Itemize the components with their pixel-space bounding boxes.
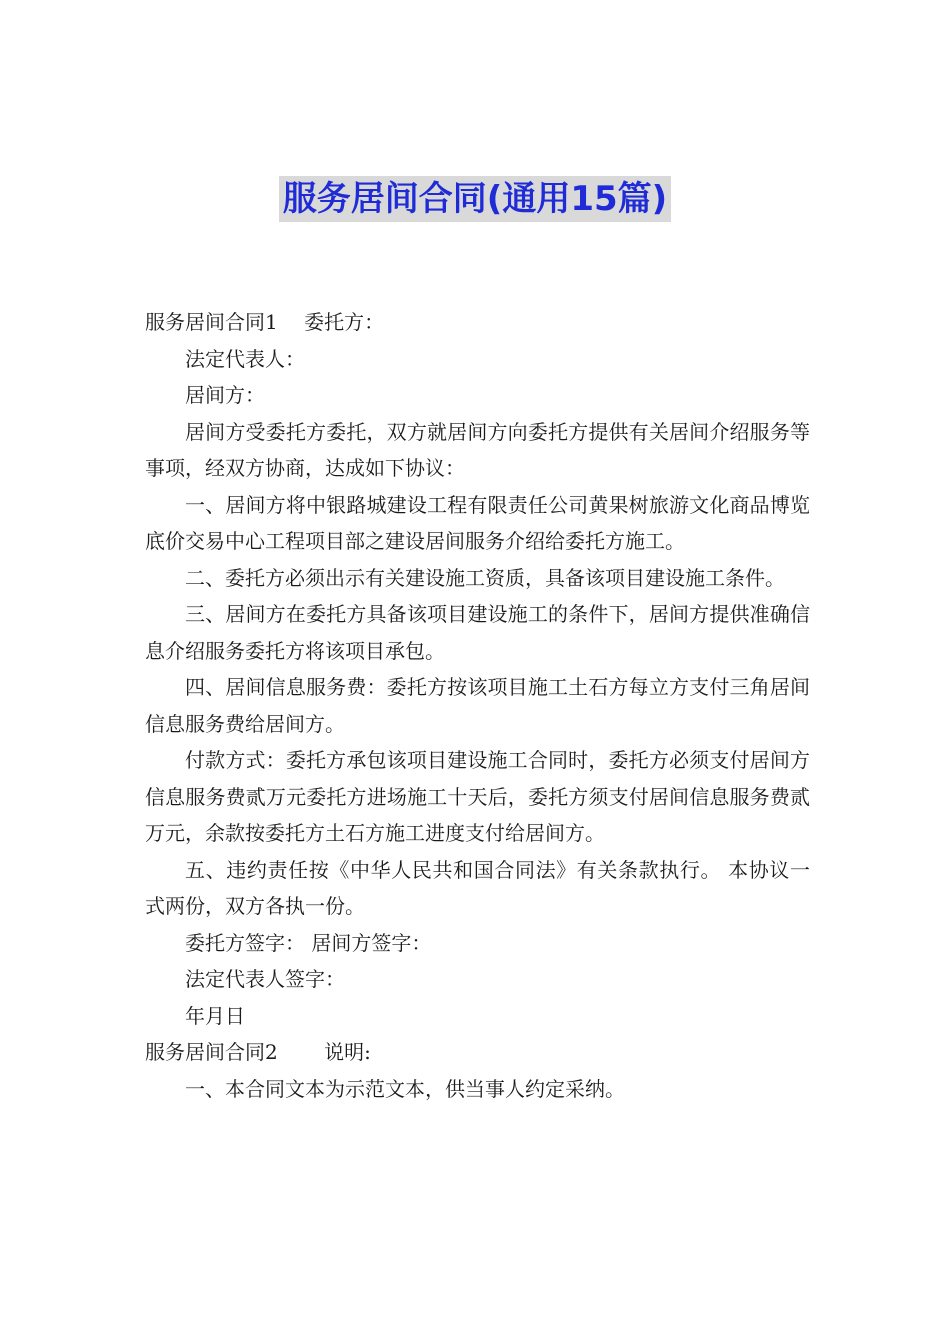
paragraph: 一、居间方将中银路城建设工程有限责任公司黄果树旅游文化商品博览底价交易中心工程项目部之建设居间服务介绍给委托方施工。	[145, 492, 810, 553]
paragraph: 三、居间方在委托方具备该项目建设施工的条件下，居间方提供准确信息介绍服务委托方将该项目承包。	[145, 602, 810, 663]
paragraph: 服务居间合同2 说明:	[145, 1040, 371, 1064]
paragraph: 居间方受委托方委托，双方就居间方向委托方提供有关居间介绍服务等事项，经双方协商，达成如下协议：	[145, 419, 810, 480]
paragraph: 一、本合同文本为示范文本，供当事人约定采纳。	[185, 1076, 625, 1101]
paragraph: 二、委托方必须出示有关建设施工资质，具备该项目建设施工条件。	[185, 565, 785, 590]
paragraph: 四、居间信息服务费：委托方按该项目施工土石方每立方支付三角居间信息服务费给居间方。	[145, 675, 810, 736]
paragraph: 委托方签字： 居间方签字：	[185, 930, 432, 955]
document-title: 服务居间合同(通用15篇)	[279, 176, 671, 222]
title-wrap	[0, 176, 950, 222]
paragraph: 服务居间合同1 委托方：	[145, 310, 385, 334]
document-body	[145, 304, 810, 1107]
paragraph: 法定代表人签字：	[185, 967, 345, 991]
paragraph: 五、违约责任按《中华人民共和国合同法》有关条款执行。 本协议一式两份，双方各执一份。	[145, 857, 810, 918]
paragraph: 居间方：	[185, 383, 265, 407]
paragraph: 法定代表人：	[185, 346, 305, 371]
paragraph: 付款方式：委托方承包该项目建设施工合同时，委托方必须支付居间方信息服务费贰万元委托方进场施工十天后，委托方须支付居间信息服务费贰万元，余款按委托方土石方施工进度支付给居间方。	[145, 748, 810, 845]
paragraph: 年月日	[185, 1003, 245, 1028]
